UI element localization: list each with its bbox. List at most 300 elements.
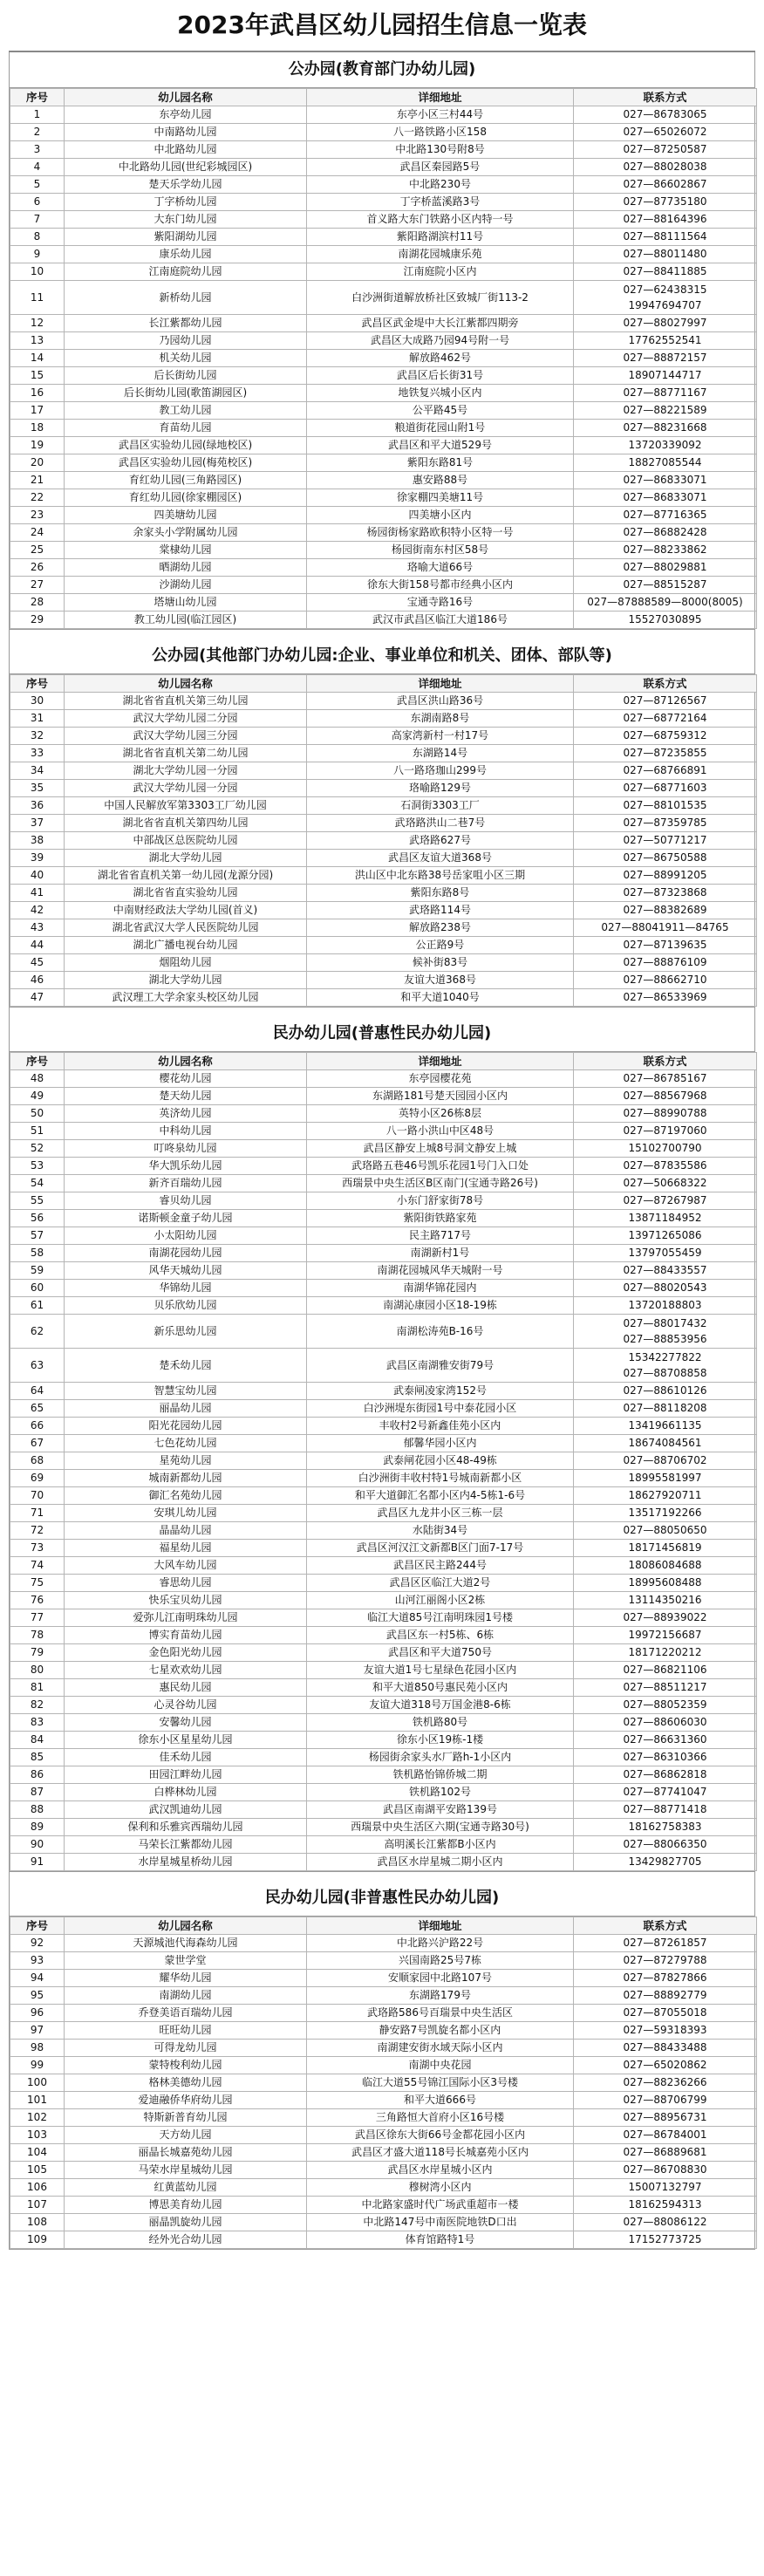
table-row xyxy=(10,1505,757,1522)
table-row xyxy=(10,612,757,629)
cell-kindergarten-name: 爱弥儿江南明珠幼儿园 xyxy=(65,1609,307,1627)
table-row xyxy=(10,2057,757,2074)
cell-kindergarten-name: 马荣水岸星城幼儿园 xyxy=(65,2162,307,2179)
cell-row-number: 77 xyxy=(10,1609,65,1627)
sections-container xyxy=(9,52,755,2250)
table-row xyxy=(10,2127,757,2144)
cell-kindergarten-name: 中部战区总医院幼儿园 xyxy=(65,832,307,850)
cell-kindergarten-name: 华锦幼儿园 xyxy=(65,1280,307,1297)
cell-address: 武昌区徐东大街66号金都花园小区内 xyxy=(307,2127,574,2144)
column-header-row-number: 序号 xyxy=(10,89,65,106)
table-row xyxy=(10,1540,757,1557)
cell-contact: 13797055459 xyxy=(574,1245,757,1262)
cell-row-number: 69 xyxy=(10,1470,65,1487)
cell-kindergarten-name: 睿思幼儿园 xyxy=(65,1575,307,1592)
table-row xyxy=(10,1697,757,1714)
cell-kindergarten-name: 塔塘山幼儿园 xyxy=(65,594,307,612)
column-header-row-number: 序号 xyxy=(10,1053,65,1070)
cell-row-number: 18 xyxy=(10,420,65,437)
table-row xyxy=(10,1836,757,1854)
cell-kindergarten-name: 武汉凯迪幼儿园 xyxy=(65,1801,307,1819)
section-title: 公办园(教育部门办幼儿园) xyxy=(10,52,754,88)
cell-contact: 027—88771167 xyxy=(574,385,757,402)
cell-row-number: 47 xyxy=(10,989,65,1007)
cell-contact: 17762552541 xyxy=(574,332,757,350)
cell-contact: 027—88029881 xyxy=(574,559,757,577)
section-gap xyxy=(9,630,755,639)
cell-address: 铁机路80号 xyxy=(307,1714,574,1732)
cell-row-number: 49 xyxy=(10,1088,65,1105)
cell-contact: 15527030895 xyxy=(574,612,757,629)
table-row xyxy=(10,780,757,797)
table-row xyxy=(10,246,757,263)
table-row xyxy=(10,1435,757,1452)
cell-row-number: 27 xyxy=(10,577,65,594)
table-row xyxy=(10,211,757,229)
table-row xyxy=(10,1575,757,1592)
table-row xyxy=(10,594,757,612)
table-row xyxy=(10,1487,757,1505)
cell-contact: 027—87359785 xyxy=(574,815,757,832)
cell-row-number: 44 xyxy=(10,937,65,954)
cell-kindergarten-name: 新齐百瑞幼儿园 xyxy=(65,1175,307,1192)
cell-contact: 13971265086 xyxy=(574,1227,757,1245)
cell-row-number: 16 xyxy=(10,385,65,402)
cell-kindergarten-name: 经外光合幼儿园 xyxy=(65,2231,307,2249)
cell-row-number: 108 xyxy=(10,2214,65,2231)
cell-address: 小东门舒家街78号 xyxy=(307,1192,574,1210)
cell-row-number: 29 xyxy=(10,612,65,629)
table-row xyxy=(10,989,757,1007)
cell-row-number: 75 xyxy=(10,1575,65,1592)
cell-contact: 027—87055018 xyxy=(574,2005,757,2022)
cell-row-number: 19 xyxy=(10,437,65,454)
cell-kindergarten-name: 乔登美语百瑞幼儿园 xyxy=(65,2005,307,2022)
cell-row-number: 95 xyxy=(10,1987,65,2005)
cell-kindergarten-name: 智慧宝幼儿园 xyxy=(65,1383,307,1400)
cell-contact: 027—88892779 xyxy=(574,1987,757,2005)
cell-row-number: 105 xyxy=(10,2162,65,2179)
cell-contact: 027—86833071 xyxy=(574,489,757,507)
cell-address: 武昌区友谊大道368号 xyxy=(307,850,574,867)
cell-contact: 027—68771603 xyxy=(574,780,757,797)
cell-contact: 027—88017432 027—88853956 xyxy=(574,1315,757,1349)
cell-row-number: 43 xyxy=(10,919,65,937)
cell-address: 杨园街南东村区58号 xyxy=(307,542,574,559)
cell-row-number: 46 xyxy=(10,972,65,989)
cell-kindergarten-name: 徐东小区星星幼儿园 xyxy=(65,1732,307,1749)
table-row xyxy=(10,2162,757,2179)
table-row xyxy=(10,472,757,489)
cell-row-number: 10 xyxy=(10,263,65,281)
table-row xyxy=(10,937,757,954)
cell-kindergarten-name: 格林美德幼儿园 xyxy=(65,2074,307,2092)
cell-kindergarten-name: 风华天城幼儿园 xyxy=(65,1262,307,1280)
cell-row-number: 42 xyxy=(10,902,65,919)
cell-contact: 027—88606030 xyxy=(574,1714,757,1732)
table-row xyxy=(10,1470,757,1487)
cell-kindergarten-name: 保利和乐雅宾西瑞幼儿园 xyxy=(65,1819,307,1836)
cell-row-number: 20 xyxy=(10,454,65,472)
cell-row-number: 54 xyxy=(10,1175,65,1192)
cell-row-number: 61 xyxy=(10,1297,65,1315)
column-header-contact: 联系方式 xyxy=(574,1053,757,1070)
cell-contact: 027—87888589—8000(8005) xyxy=(574,594,757,612)
cell-contact: 027—86833071 xyxy=(574,472,757,489)
cell-kindergarten-name: 田园江畔幼儿园 xyxy=(65,1766,307,1784)
cell-row-number: 92 xyxy=(10,1935,65,1952)
cell-row-number: 67 xyxy=(10,1435,65,1452)
cell-row-number: 2 xyxy=(10,124,65,141)
table-row xyxy=(10,524,757,542)
table-row xyxy=(10,489,757,507)
section-table xyxy=(10,674,757,1007)
cell-address: 南湖沁康园小区18-19栋 xyxy=(307,1297,574,1315)
column-header-address: 详细地址 xyxy=(307,1053,574,1070)
table-row xyxy=(10,315,757,332)
cell-kindergarten-name: 机关幼儿园 xyxy=(65,350,307,367)
cell-row-number: 34 xyxy=(10,762,65,780)
cell-address: 中北路230号 xyxy=(307,176,574,194)
header-row xyxy=(10,1917,757,1935)
cell-kindergarten-name: 福星幼儿园 xyxy=(65,1540,307,1557)
cell-row-number: 79 xyxy=(10,1644,65,1662)
cell-row-number: 55 xyxy=(10,1192,65,1210)
table-row xyxy=(10,281,757,315)
cell-kindergarten-name: 湖北大学幼儿园一分园 xyxy=(65,762,307,780)
header-row xyxy=(10,675,757,693)
cell-address: 武昌区和平大道529号 xyxy=(307,437,574,454)
cell-kindergarten-name: 湖北省省直机关第三幼儿园 xyxy=(65,693,307,710)
section xyxy=(9,1881,755,2250)
cell-row-number: 23 xyxy=(10,507,65,524)
cell-address: 徐东大街158号都市经典小区内 xyxy=(307,577,574,594)
cell-row-number: 25 xyxy=(10,542,65,559)
cell-contact: 027—88050650 xyxy=(574,1522,757,1540)
cell-address: 武泰闸凌家湾152号 xyxy=(307,1383,574,1400)
document-page xyxy=(9,0,755,2250)
cell-kindergarten-name: 后长街幼儿园(歌笛湖园区) xyxy=(65,385,307,402)
cell-kindergarten-name: 余家头小学附属幼儿园 xyxy=(65,524,307,542)
table-row xyxy=(10,1349,757,1383)
cell-contact: 027—86862818 xyxy=(574,1766,757,1784)
cell-contact: 18171456819 xyxy=(574,1540,757,1557)
cell-contact: 027—65026072 xyxy=(574,124,757,141)
cell-contact: 13720188803 xyxy=(574,1297,757,1315)
table-row xyxy=(10,815,757,832)
cell-kindergarten-name: 湖北大学幼儿园 xyxy=(65,850,307,867)
cell-kindergarten-name: 武昌区实验幼儿园(梅苑校区) xyxy=(65,454,307,472)
table-row xyxy=(10,710,757,728)
cell-contact: 027—88236266 xyxy=(574,2074,757,2092)
cell-row-number: 104 xyxy=(10,2144,65,2162)
cell-contact: 027—86602867 xyxy=(574,176,757,194)
cell-address: 东亭小区三村44号 xyxy=(307,106,574,124)
cell-kindergarten-name: 爱迪融侨华府幼儿园 xyxy=(65,2092,307,2109)
cell-kindergarten-name: 武昌区实验幼儿园(绿地校区) xyxy=(65,437,307,454)
cell-address: 粮道街花园山附1号 xyxy=(307,420,574,437)
cell-kindergarten-name: 马荣长江紫都幼儿园 xyxy=(65,1836,307,1854)
cell-address: 民主路717号 xyxy=(307,1227,574,1245)
cell-kindergarten-name: 南湖幼儿园 xyxy=(65,1987,307,2005)
cell-row-number: 22 xyxy=(10,489,65,507)
cell-kindergarten-name: 长江紫都幼儿园 xyxy=(65,315,307,332)
cell-contact: 027—87235855 xyxy=(574,745,757,762)
cell-row-number: 100 xyxy=(10,2074,65,2092)
cell-contact: 027—86783065 xyxy=(574,106,757,124)
cell-row-number: 93 xyxy=(10,1952,65,1970)
table-row xyxy=(10,1732,757,1749)
header-row xyxy=(10,89,757,106)
cell-kindergarten-name: 樱花幼儿园 xyxy=(65,1070,307,1088)
cell-kindergarten-name: 城南新都幼儿园 xyxy=(65,1470,307,1487)
cell-address: 宝通寺路16号 xyxy=(307,594,574,612)
cell-contact: 027—88221589 xyxy=(574,402,757,420)
section-gap xyxy=(9,1872,755,1881)
cell-row-number: 63 xyxy=(10,1349,65,1383)
cell-row-number: 83 xyxy=(10,1714,65,1732)
table-row xyxy=(10,1400,757,1418)
cell-row-number: 39 xyxy=(10,850,65,867)
cell-kindergarten-name: 湖北省省直实验幼儿园 xyxy=(65,885,307,902)
cell-contact: 027—88086122 xyxy=(574,2214,757,2231)
column-header-kindergarten-name: 幼儿园名称 xyxy=(65,89,307,106)
cell-contact: 027—68772164 xyxy=(574,710,757,728)
cell-contact: 027—87126567 xyxy=(574,693,757,710)
cell-row-number: 52 xyxy=(10,1140,65,1158)
cell-kindergarten-name: 中南路幼儿园 xyxy=(65,124,307,141)
cell-row-number: 24 xyxy=(10,524,65,542)
cell-row-number: 51 xyxy=(10,1123,65,1140)
cell-address: 南湖花园城风华天城附一号 xyxy=(307,1262,574,1280)
cell-contact: 027—87323868 xyxy=(574,885,757,902)
cell-address: 武汉市武昌区临江大道186号 xyxy=(307,612,574,629)
cell-kindergarten-name: 武汉大学幼儿园二分园 xyxy=(65,710,307,728)
cell-contact: 027—87267987 xyxy=(574,1192,757,1210)
cell-kindergarten-name: 烟阻幼儿园 xyxy=(65,954,307,972)
cell-kindergarten-name: 蒙世学堂 xyxy=(65,1952,307,1970)
cell-row-number: 84 xyxy=(10,1732,65,1749)
table-row xyxy=(10,850,757,867)
cell-kindergarten-name: 湖北省省直机关第四幼儿园 xyxy=(65,815,307,832)
cell-kindergarten-name: 贝乐欣幼儿园 xyxy=(65,1297,307,1315)
cell-contact: 18907144717 xyxy=(574,367,757,385)
cell-kindergarten-name: 育红幼儿园(徐家棚园区) xyxy=(65,489,307,507)
cell-kindergarten-name: 惠民幼儿园 xyxy=(65,1679,307,1697)
table-row xyxy=(10,745,757,762)
table-row xyxy=(10,559,757,577)
cell-address: 武昌区才盛大道118号长城嘉苑小区内 xyxy=(307,2144,574,2162)
cell-contact: 027—88411885 xyxy=(574,263,757,281)
cell-address: 公平路45号 xyxy=(307,402,574,420)
cell-address: 西瑞景中央生活区B区南门(宝通寺路26号) xyxy=(307,1175,574,1192)
cell-address: 体育馆路特1号 xyxy=(307,2231,574,2249)
cell-contact: 18995581997 xyxy=(574,1470,757,1487)
cell-kindergarten-name: 七色花幼儿园 xyxy=(65,1435,307,1452)
cell-kindergarten-name: 白桦林幼儿园 xyxy=(65,1784,307,1801)
table-row xyxy=(10,1192,757,1210)
table-row xyxy=(10,141,757,159)
cell-address: 山河江丽阁小区2栋 xyxy=(307,1592,574,1609)
cell-row-number: 6 xyxy=(10,194,65,211)
table-row xyxy=(10,693,757,710)
cell-row-number: 40 xyxy=(10,867,65,885)
table-row xyxy=(10,1245,757,1262)
cell-contact: 027—86533969 xyxy=(574,989,757,1007)
cell-address: 临江大道55号锦江国际小区3号楼 xyxy=(307,2074,574,2092)
cell-address: 石洞街3303工厂 xyxy=(307,797,574,815)
cell-row-number: 101 xyxy=(10,2092,65,2109)
cell-contact: 027—87835586 xyxy=(574,1158,757,1175)
table-row xyxy=(10,2144,757,2162)
table-row xyxy=(10,954,757,972)
cell-address: 武昌区秦园路5号 xyxy=(307,159,574,176)
cell-kindergarten-name: 新桥幼儿园 xyxy=(65,281,307,315)
table-row xyxy=(10,1784,757,1801)
cell-address: 东湖路14号 xyxy=(307,745,574,762)
header-row xyxy=(10,1053,757,1070)
cell-row-number: 35 xyxy=(10,780,65,797)
cell-kindergarten-name: 大东门幼儿园 xyxy=(65,211,307,229)
cell-row-number: 99 xyxy=(10,2057,65,2074)
cell-address: 武昌区东一村5栋、6栋 xyxy=(307,1627,574,1644)
cell-row-number: 74 xyxy=(10,1557,65,1575)
table-row xyxy=(10,2005,757,2022)
cell-address: 候补街83号 xyxy=(307,954,574,972)
cell-address: 中北路兴沪路22号 xyxy=(307,1935,574,1952)
cell-contact: 027—88027997 xyxy=(574,315,757,332)
table-row xyxy=(10,194,757,211)
cell-kindergarten-name: 育苗幼儿园 xyxy=(65,420,307,437)
cell-row-number: 73 xyxy=(10,1540,65,1557)
cell-kindergarten-name: 中国人民解放军第3303工厂幼儿园 xyxy=(65,797,307,815)
table-row xyxy=(10,1297,757,1315)
cell-row-number: 78 xyxy=(10,1627,65,1644)
table-row xyxy=(10,1140,757,1158)
table-row xyxy=(10,507,757,524)
cell-row-number: 50 xyxy=(10,1105,65,1123)
cell-contact: 027—88511217 xyxy=(574,1679,757,1697)
cell-kindergarten-name: 南湖花园幼儿园 xyxy=(65,1245,307,1262)
cell-address: 杨园街余家头水厂路h-1小区内 xyxy=(307,1749,574,1766)
cell-kindergarten-name: 七星欢欢幼儿园 xyxy=(65,1662,307,1679)
cell-contact: 027—88662710 xyxy=(574,972,757,989)
section-table xyxy=(10,1917,757,2249)
cell-contact: 027—87716365 xyxy=(574,507,757,524)
cell-contact: 027—88956731 xyxy=(574,2109,757,2127)
table-row xyxy=(10,1227,757,1245)
table-row xyxy=(10,2109,757,2127)
cell-contact: 027—86631360 xyxy=(574,1732,757,1749)
cell-address: 南湖新村1号 xyxy=(307,1245,574,1262)
cell-contact: 027—68759312 xyxy=(574,728,757,745)
cell-kindergarten-name: 晶晶幼儿园 xyxy=(65,1522,307,1540)
table-row xyxy=(10,2231,757,2249)
cell-contact: 027—88939022 xyxy=(574,1609,757,1627)
cell-kindergarten-name: 武汉大学幼儿园三分园 xyxy=(65,728,307,745)
table-row xyxy=(10,2074,757,2092)
section-table xyxy=(10,1052,757,1871)
cell-row-number: 58 xyxy=(10,1245,65,1262)
cell-row-number: 21 xyxy=(10,472,65,489)
column-header-address: 详细地址 xyxy=(307,89,574,106)
cell-row-number: 89 xyxy=(10,1819,65,1836)
cell-contact: 15007132797 xyxy=(574,2179,757,2197)
cell-contact: 027—88231668 xyxy=(574,420,757,437)
cell-row-number: 9 xyxy=(10,246,65,263)
table-row xyxy=(10,1819,757,1836)
table-row xyxy=(10,1158,757,1175)
table-row xyxy=(10,176,757,194)
table-row xyxy=(10,420,757,437)
cell-row-number: 107 xyxy=(10,2197,65,2214)
section-gap xyxy=(9,1008,755,1016)
cell-kindergarten-name: 英济幼儿园 xyxy=(65,1105,307,1123)
cell-row-number: 103 xyxy=(10,2127,65,2144)
table-row xyxy=(10,1854,757,1871)
cell-contact: 027—88052359 xyxy=(574,1697,757,1714)
cell-row-number: 90 xyxy=(10,1836,65,1854)
cell-address: 武昌区大成路乃园94号附一号 xyxy=(307,332,574,350)
cell-kindergarten-name: 小太阳幼儿园 xyxy=(65,1227,307,1245)
cell-row-number: 11 xyxy=(10,281,65,315)
table-row xyxy=(10,350,757,367)
cell-contact: 17152773725 xyxy=(574,2231,757,2249)
cell-address: 安顺家园中北路107号 xyxy=(307,1970,574,1987)
cell-contact: 027—86310366 xyxy=(574,1749,757,1766)
cell-row-number: 53 xyxy=(10,1158,65,1175)
cell-kindergarten-name: 大风车幼儿园 xyxy=(65,1557,307,1575)
cell-address: 武昌区南湖雅安街79号 xyxy=(307,1349,574,1383)
table-row xyxy=(10,1557,757,1575)
cell-contact: 13114350216 xyxy=(574,1592,757,1609)
cell-kindergarten-name: 育红幼儿园(三角路园区) xyxy=(65,472,307,489)
cell-address: 紫阳街铁路家苑 xyxy=(307,1210,574,1227)
cell-address: 临江大道85号江南明珠园1号楼 xyxy=(307,1609,574,1627)
cell-address: 八一路珞珈山299号 xyxy=(307,762,574,780)
cell-contact: 027—88515287 xyxy=(574,577,757,594)
cell-kindergarten-name: 叮咚泉幼儿园 xyxy=(65,1140,307,1158)
cell-address: 白沙洲堤东街园1号中泰花园小区 xyxy=(307,1400,574,1418)
cell-address: 武昌区武金堤中大长江紫都四期旁 xyxy=(307,315,574,332)
cell-address: 八一路铁路小区158 xyxy=(307,124,574,141)
cell-contact: 13517192266 xyxy=(574,1505,757,1522)
cell-address: 东湖路179号 xyxy=(307,1987,574,2005)
cell-address: 徐东小区19栋-1楼 xyxy=(307,1732,574,1749)
cell-contact: 18086084688 xyxy=(574,1557,757,1575)
cell-address: 南湖建安街水域天际小区内 xyxy=(307,2040,574,2057)
cell-kindergarten-name: 康乐幼儿园 xyxy=(65,246,307,263)
column-header-address: 详细地址 xyxy=(307,675,574,693)
cell-address: 三角路恒大首府小区16号楼 xyxy=(307,2109,574,2127)
cell-contact: 027—88872157 xyxy=(574,350,757,367)
cell-contact: 027—88041911—84765 xyxy=(574,919,757,937)
cell-kindergarten-name: 星苑幼儿园 xyxy=(65,1452,307,1470)
table-row xyxy=(10,1070,757,1088)
column-header-row-number: 序号 xyxy=(10,675,65,693)
cell-row-number: 106 xyxy=(10,2179,65,2197)
column-header-kindergarten-name: 幼儿园名称 xyxy=(65,675,307,693)
cell-kindergarten-name: 华大凯乐幼儿园 xyxy=(65,1158,307,1175)
cell-contact: 027—86882428 xyxy=(574,524,757,542)
section-title: 公办园(其他部门办幼儿园:企业、事业单位和机关、团体、部队等) xyxy=(10,639,754,674)
cell-contact: 18162594313 xyxy=(574,2197,757,2214)
table-row xyxy=(10,1418,757,1435)
cell-row-number: 72 xyxy=(10,1522,65,1540)
cell-contact: 19972156687 xyxy=(574,1627,757,1644)
cell-kindergarten-name: 丁字桥幼儿园 xyxy=(65,194,307,211)
cell-row-number: 3 xyxy=(10,141,65,159)
